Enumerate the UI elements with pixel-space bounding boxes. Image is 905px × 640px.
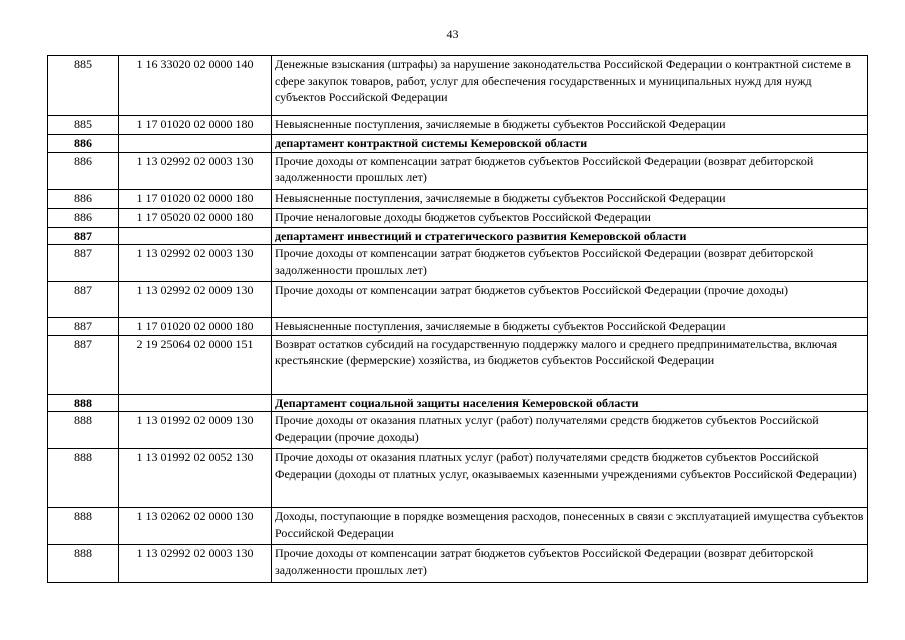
admin-code-cell: 888 (48, 394, 119, 412)
admin-code-cell: 887 (48, 318, 119, 336)
budget-classification-code-cell: 1 13 02992 02 0003 130 (119, 152, 272, 189)
budget-classification-code-cell: 1 17 05020 02 0000 180 (119, 208, 272, 227)
table-row (48, 152, 868, 189)
revenue-name-cell: департамент инвестиций и стратегического развития Кемеровской области (272, 227, 868, 245)
budget-classification-code-cell: 1 13 02062 02 0000 130 (119, 508, 272, 545)
table-row (48, 508, 868, 545)
revenue-name-cell: Невыясненные поступления, зачисляемые в бюджеты субъектов Российской Федерации (272, 116, 868, 135)
admin-code-cell: 886 (48, 189, 119, 208)
revenue-name-cell: Прочие доходы от компенсации затрат бюджетов субъектов Российской Федерации (возврат дебиторской задолженности прошлых лет) (272, 152, 868, 189)
revenue-name-cell: департамент контрактной системы Кемеровской области (272, 135, 868, 153)
revenue-name-cell: Прочие доходы от оказания платных услуг (работ) получателями средств бюджетов субъектов Российской Федерации (доходы от платных услуг, оказываемых казенными учреждениями субъектов Российской Федерации) (272, 449, 868, 508)
admin-code-cell: 885 (48, 116, 119, 135)
table-row (48, 189, 868, 208)
budget-classification-code-cell: 1 13 02992 02 0003 130 (119, 545, 272, 583)
table-row (48, 282, 868, 318)
budget-classification-code-cell (119, 135, 272, 153)
admin-code-cell: 888 (48, 412, 119, 449)
budget-classification-code-cell (119, 394, 272, 412)
admin-code-cell: 887 (48, 227, 119, 245)
table-row (48, 227, 868, 245)
table-row (48, 56, 868, 116)
budget-classification-code-cell: 2 19 25064 02 0000 151 (119, 335, 272, 394)
table-row (48, 135, 868, 153)
revenue-name-cell: Прочие доходы от оказания платных услуг (работ) получателями средств бюджетов субъектов Российской Федерации (прочие доходы) (272, 412, 868, 449)
budget-classification-code-cell: 1 17 01020 02 0000 180 (119, 189, 272, 208)
admin-code-cell: 886 (48, 135, 119, 153)
table-body (48, 56, 868, 583)
table-row (48, 208, 868, 227)
revenue-name-cell: Невыясненные поступления, зачисляемые в бюджеты субъектов Российской Федерации (272, 189, 868, 208)
table-row (48, 394, 868, 412)
revenue-codes-table (47, 55, 868, 583)
admin-code-cell: 886 (48, 208, 119, 227)
budget-classification-code-cell: 1 17 01020 02 0000 180 (119, 116, 272, 135)
table-row (48, 412, 868, 449)
revenue-name-cell: Невыясненные поступления, зачисляемые в бюджеты субъектов Российской Федерации (272, 318, 868, 336)
revenue-name-cell: Прочие доходы от компенсации затрат бюджетов субъектов Российской Федерации (прочие доходы) (272, 282, 868, 318)
table-row (48, 449, 868, 508)
revenue-name-cell: Возврат остатков субсидий на государственную поддержку малого и среднего предпринимательства, включая крестьянские (фермерские) хозяйства, из бюджетов субъектов Российской Федерации (272, 335, 868, 394)
revenue-name-cell: Денежные взыскания (штрафы) за нарушение законодательства Российской Федерации о контрактной системе в сфере закупок товаров, работ, услуг для обеспечения государственных и муниципальных нужд для нужд субъектов Российской Федерации (272, 56, 868, 116)
admin-code-cell: 888 (48, 545, 119, 583)
admin-code-cell: 887 (48, 282, 119, 318)
budget-classification-code-cell: 1 13 02992 02 0009 130 (119, 282, 272, 318)
admin-code-cell: 888 (48, 449, 119, 508)
page-number: 43 (446, 27, 459, 41)
revenue-name-cell: Прочие доходы от компенсации затрат бюджетов субъектов Российской Федерации (возврат дебиторской задолженности прошлых лет) (272, 245, 868, 282)
admin-code-cell: 886 (48, 152, 119, 189)
budget-classification-code-cell: 1 13 01992 02 0009 130 (119, 412, 272, 449)
table-row (48, 545, 868, 583)
budget-classification-code-cell: 1 17 01020 02 0000 180 (119, 318, 272, 336)
admin-code-cell: 885 (48, 56, 119, 116)
revenue-name-cell: Доходы, поступающие в порядке возмещения расходов, понесенных в связи с эксплуатацией имущества субъектов Российской Федерации (272, 508, 868, 545)
budget-classification-code-cell: 1 13 01992 02 0052 130 (119, 449, 272, 508)
admin-code-cell: 887 (48, 245, 119, 282)
budget-classification-code-cell (119, 227, 272, 245)
admin-code-cell: 887 (48, 335, 119, 394)
budget-classification-code-cell: 1 13 02992 02 0003 130 (119, 245, 272, 282)
revenue-name-cell: Прочие доходы от компенсации затрат бюджетов субъектов Российской Федерации (возврат дебиторской задолженности прошлых лет) (272, 545, 868, 583)
revenue-name-cell: Департамент социальной защиты населения Кемеровской области (272, 394, 868, 412)
table-row (48, 335, 868, 394)
admin-code-cell: 888 (48, 508, 119, 545)
table-row (48, 245, 868, 282)
revenue-name-cell: Прочие неналоговые доходы бюджетов субъектов Российской Федерации (272, 208, 868, 227)
table-row (48, 116, 868, 135)
table-row (48, 318, 868, 336)
budget-classification-code-cell: 1 16 33020 02 0000 140 (119, 56, 272, 116)
